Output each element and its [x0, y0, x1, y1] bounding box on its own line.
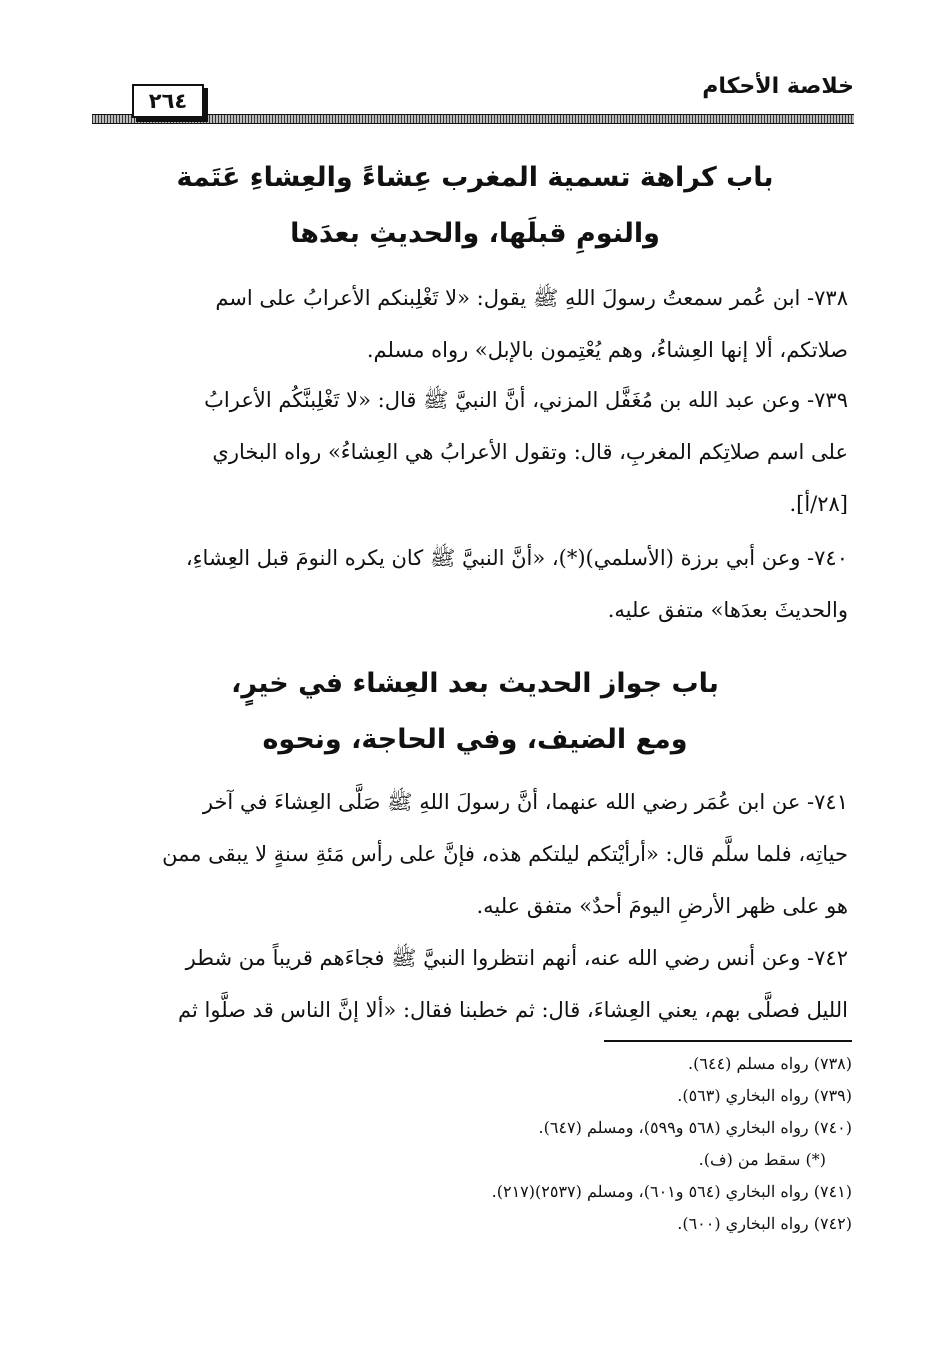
hadith-742: [94, 932, 848, 1036]
footnote: (٧٤١) رواه البخاري (٥٦٤ و٦٠١)، ومسلم (٢٥٣٧)(٢١٧).: [491, 1182, 852, 1201]
hadith-739: [94, 374, 848, 530]
footnote: (٧٤٠) رواه البخاري (٥٦٨ و٥٩٩)، ومسلم (٦٤٧).: [538, 1118, 852, 1137]
text-line: حياتِه، فلما سلَّم قال: «أرأيْتكم ليلتكم هذه، فإنَّ على رأس مَئةِ سنةٍ لا يبقى ممن: [162, 842, 848, 866]
heading-line: والنومِ قبلَها، والحديثِ بعدَها: [290, 218, 660, 249]
text-line: الليل فصلَّى بهم، يعني العِشاءَ، قال: ثم خطبنا فقال: «ألا إنَّ الناس قد صلَّوا ثم: [178, 998, 848, 1022]
hadith-738: [94, 272, 848, 376]
text-line: والحديثَ بعدَها» متفق عليه.: [607, 598, 848, 622]
text-line: ٧٣٩- وعن عبد الله بن مُغَفَّل المزني، أنَّ النبيَّ ﷺ قال: «لا تَغْلِبنَّكُم الأعرابُ: [204, 388, 848, 412]
text-line: ٧٤٢- وعن أنس رضي الله عنه، أنهم انتظروا النبيَّ ﷺ فجاءَهم قريباً من شطر: [185, 946, 848, 970]
text-line: صلاتكم، ألا إنها العِشاءُ، وهم يُعْتِمون بالإبل» رواه مسلم.: [366, 338, 848, 362]
heading-line: باب كراهة تسمية المغرب عِشاءً والعِشاءِ عَتَمة: [176, 162, 774, 193]
text-line: ٧٣٨- ابن عُمر سمعتُ رسولَ اللهِ ﷺ يقول: «لا تَغْلِبنكم الأعرابُ على اسم: [215, 286, 848, 310]
book-title: خلاصة الأحكام: [702, 74, 854, 99]
text-line: ٧٤٠- وعن أبي برزة (الأسلمي)(*)، «أنَّ النبيَّ ﷺ كان يكره النومَ قبل العِشاءِ،: [185, 546, 848, 570]
footnote: (٧٤٢) رواه البخاري (٦٠٠).: [677, 1214, 852, 1233]
text-line: على اسم صلاتِكم المغربِ، قال: وتقول الأعرابُ هي العِشاءُ» رواه البخاري: [212, 440, 848, 464]
heading-line: باب جواز الحديث بعد العِشاء في خيرٍ،: [231, 668, 719, 699]
footnote: (*) سقط من (ف).: [698, 1150, 826, 1169]
text-line: ٧٤١- عن ابن عُمَر رضي الله عنهما، أنَّ رسولَ اللهِ ﷺ صَلَّى العِشاءَ في آخر: [202, 790, 848, 814]
text-line: هو على ظهر الأرضِ اليومَ أحدٌ» متفق عليه.: [476, 894, 848, 918]
footnote-divider: [604, 1040, 852, 1042]
page-header: [92, 60, 854, 126]
footnotes: [132, 1048, 852, 1240]
page-number: ٢٦٤: [132, 84, 204, 118]
hadith-741: [94, 776, 848, 932]
chapter-heading-1: [100, 150, 850, 262]
text-line: [٢٨/أ].: [789, 492, 848, 516]
hadith-740: [94, 532, 848, 636]
chapter-heading-2: [100, 656, 850, 768]
footnote: (٧٣٨) رواه مسلم (٦٤٤).: [688, 1054, 852, 1073]
footnote: (٧٣٩) رواه البخاري (٥٦٣).: [677, 1086, 852, 1105]
heading-line: ومع الضيف، وفي الحاجة، ونحوه: [262, 724, 688, 755]
